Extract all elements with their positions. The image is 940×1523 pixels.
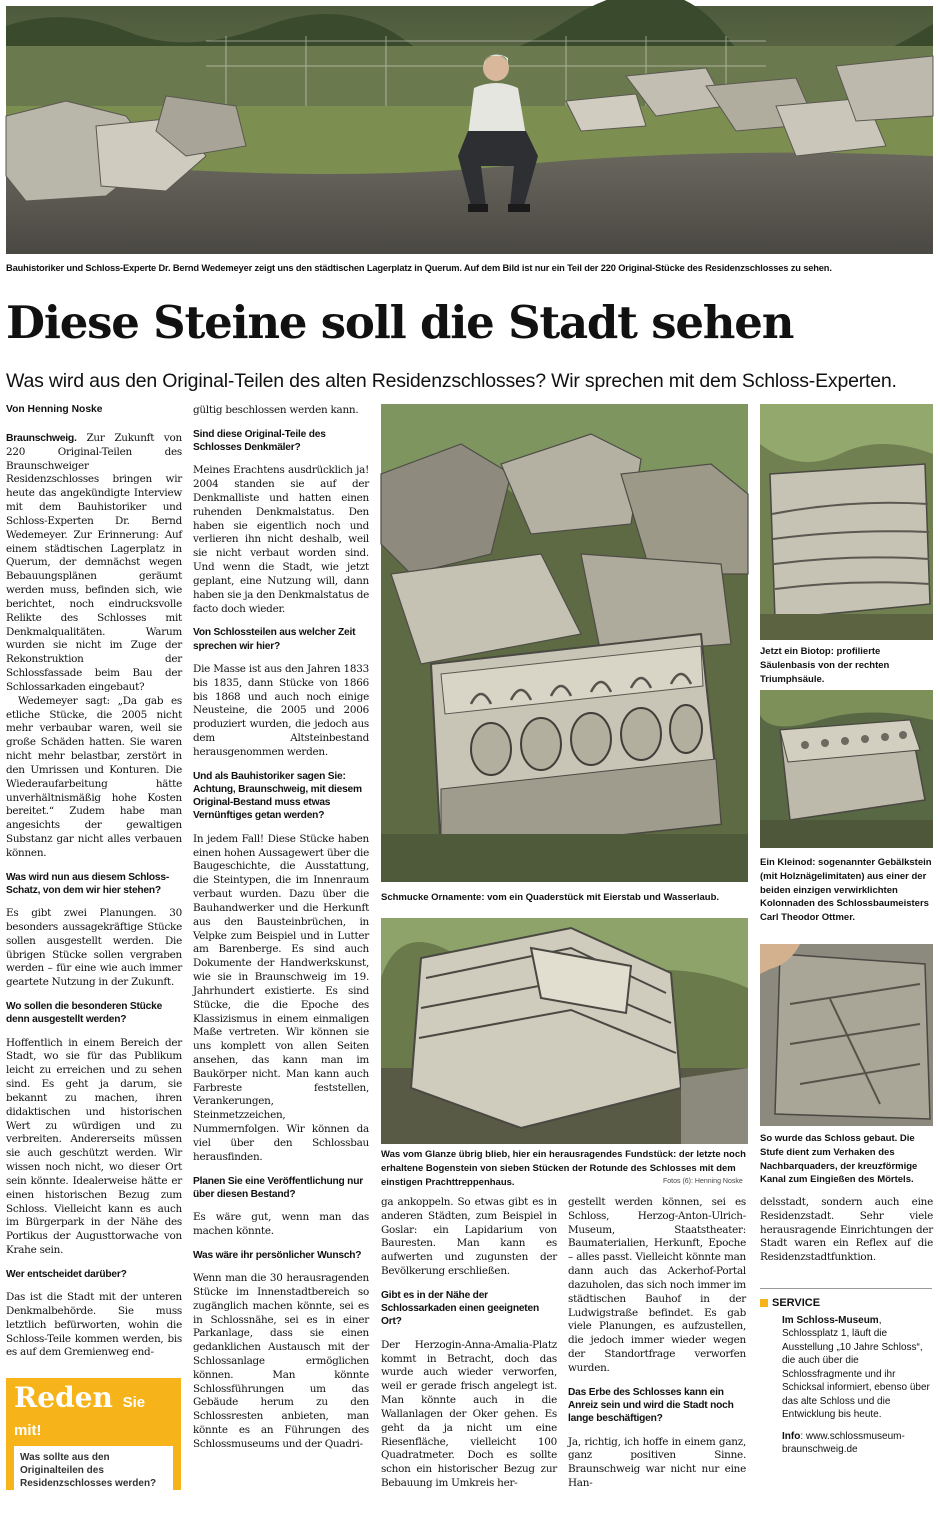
interview-question: Sind diese Original-Teile des Schlosses Denkmäler? xyxy=(193,428,326,454)
interview-question: Von Schlossteilen aus welcher Zeit sprechen wir hier? xyxy=(193,627,356,652)
paragraph: In jedem Fall! Diese Stücke haben einen hohen Aussagewert über die Baugeschichte, die Ausstattung, die Steintypen, die im Innenraum verbaut wurden. Dazu über die Bauhandwerker und die Herkunft aus den Bausteinbrüchen, in Velpke zum Beispiel und in Lutter am Barenberge. Es sind auch Dokumente der Handwerkskunst, wie sie in Braunschweig im 19. Jahrhundert existierte. Es sind Stücke, die die Epoche des Klassizismus in einem einmaligen Maße vertreten. Wir können sie uns komplett von allen Seiten ansehen, das kann man im Baukörper nicht. Man kann auch Farbreste feststellen, Verankerungen, Steinmetzzeichen, Nummernfolgen. Wir können da viel über den Schlossbau herausfinden. xyxy=(193,832,369,1163)
service-text: , Schlossplatz 1, läuft die Ausstellung „10 Jahre Schloss“, die auch über die Schlossfragmente und ihr Schicksal informiert, ebenso über das alte Schloss und die Entwicklung bis heute. xyxy=(782,1314,930,1421)
reden-title-main: Reden xyxy=(14,1381,113,1414)
service-info-link[interactable]: : www.schlossmuseum-braunschweig.de xyxy=(782,1430,905,1456)
paragraph: delsstadt, sondern auch eine Residenzstadt. Sehr viele herausragende Einrichtungen der Stadt waren ein Reflex auf die Residenzstadtfunktion. xyxy=(760,1196,933,1264)
reden-sie-mit-box xyxy=(6,1378,181,1523)
bogenstein-caption: Was vom Glanze übrig blieb, hier ein herausragendes Fundstück: der letzte noch erhaltene Bogenstein von sieben Stücken der Rotunde des Schlosses mit dem einstigen Prachttreppenhaus. xyxy=(381,1149,746,1188)
service-body xyxy=(760,1314,932,1457)
reden-url-link[interactable]: braunschweiger-zeitung.de xyxy=(14,1499,113,1523)
paragraph: gültig beschlossen werden kann. xyxy=(193,404,359,416)
gebaelkstein-photo xyxy=(760,690,933,848)
service-label: SERVICE xyxy=(772,1297,821,1309)
interview-question: Und als Bauhistoriker sagen Sie: Achtung, Braunschweig, mit diesem Original-Bestand muss etwas Vernünftiges getan werden? xyxy=(193,770,362,822)
subheadline: Was wird aus den Original-Teilen des alten Residenzschlosses? Wir sprechen mit dem Schloss-Experten. xyxy=(6,370,897,392)
paragraph: Das ist die Stadt mit der unteren Denkmalbehörde. Sie muss letztlich befürworten, wohin die Schloss-Teile kommen werden, bis es auf dem Gremienweg end- xyxy=(6,1291,182,1359)
service-info-label: Info xyxy=(782,1430,801,1442)
article-column-3 xyxy=(381,1196,557,1494)
photo-credit: Fotos (6): Henning Noske xyxy=(663,1178,743,1185)
dateline: Braunschweig. xyxy=(6,433,77,444)
interview-question: Was wird nun aus diesem Schloss-Schatz, von dem wir hier stehen? xyxy=(6,871,170,896)
interview-question: Gibt es in der Nähe der Schlossarkaden einen geeigneten Ort? xyxy=(381,1289,539,1328)
paragraph: Ja, richtig, ich hoffe in einem ganz, ganz positiven Sinne. Braunschweig war nicht nur eine Han- xyxy=(568,1435,746,1489)
quader-caption: So wurde das Schloss gebaut. Die Stufe dient zum Verhaken des Nachbarquaders, der kreuzförmige Kanal zum Eingießen des Mörtels. xyxy=(760,1133,918,1186)
reden-question: Was sollte aus den Originalteilen des Residenzschlosses werden? xyxy=(14,1446,173,1495)
interview-question: Planen Sie eine Veröffentlichung nur über diesen Bestand? xyxy=(193,1175,363,1200)
article-column-1 xyxy=(6,432,182,1372)
ornament-caption: Schmucke Ornamente: vom ein Quaderstück mit Eierstab und Wasserlaub. xyxy=(381,892,720,903)
ornament-photo xyxy=(381,404,748,882)
paragraph: Meines Erachtens ausdrücklich ja! 2004 standen sie auf der Denkmalliste und hatten einen ruhenden Denkmalstatus. Den haben sie eigentlich noch und verlieren ihn nicht deshalb, weil sie nicht verbaut worden sind. Und wenn die Stadt, wie jetzt geplant, eine Nutzung will, dann haben sie ja den Denkmalstatus de facto doch wieder. xyxy=(193,464,369,615)
article-column-5 xyxy=(760,1196,933,1286)
saeulenbasis-caption: Jetzt ein Biotop: profilierte Säulenbasis von der rechten Triumphsäule. xyxy=(760,646,890,685)
paragraph: Es wäre gut, wenn man das machen könnte. xyxy=(193,1211,369,1237)
headline: Diese Steine soll die Stadt sehen xyxy=(6,296,794,349)
saeulenbasis-photo xyxy=(760,404,933,640)
interview-question: Wer entscheidet darüber? xyxy=(6,1268,127,1280)
service-place: Im Schloss-Museum xyxy=(782,1314,879,1326)
article-column-2 xyxy=(193,404,369,1494)
service-header xyxy=(760,1296,932,1311)
quader-photo xyxy=(760,944,933,1126)
interview-question: Wo sollen die besonderen Stücke denn ausgestellt werden? xyxy=(6,1001,163,1026)
paragraph: ga ankoppeln. So etwas gibt es in anderen Städten, zum Beispiel in Goslar: ein Lapidarium von Bauresten. Man kann es aufwerten und zugunsten der Bevölkerung erschließen. xyxy=(381,1196,557,1278)
paragraph: gestellt werden können, sei es Schloss, Herzog-Anton-Ulrich-Museum, Staatstheater: Baumaterialien, Herkunft, Epoche – alles passt. Vielleicht könnte man dann auch das Ackerhof-Portal dazuholen, das sich noch immer im städtischen Bauhof in der Ludwigstraße befindet. Es gab viele Planungen, es aufzustellen, die jedoch immer wieder wegen der Standortfrage verworfen wurden. xyxy=(568,1196,746,1374)
top-photo-caption: Bauhistoriker und Schloss-Experte Dr. Bernd Wedemeyer zeigt uns den städtischen Lagerplatz in Querum. Auf dem Bild ist nur ein Teil der 220 Original-Stücke des Residenzschlosses zu sehen. xyxy=(6,263,832,273)
reden-title-suffix: Sie mit! xyxy=(14,1394,146,1439)
interview-question: Was wäre ihr persönlicher Wunsch? xyxy=(193,1249,362,1261)
top-photo xyxy=(6,6,933,254)
article-column-4 xyxy=(568,1196,746,1494)
paragraph: Es gibt zwei Planungen. 30 besonders aussagekräftige Stücke sollen ausgestellt werden. Die übrigen Stücke sollen vergraben werden – für eine wie auch immer geartete Nutzung in der Zukunft. xyxy=(6,907,182,989)
paragraph: Hoffentlich in einem Bereich der Stadt, wo sie für das Publikum leicht zu erreichen und zu sehen sind. Es geht ja darum, sie bekannt zu machen, ihren didaktischen und historischen Wert zu würdigen und zu verbreiten. Andererseits müssen sie auch geschützt werden. Wir wissen noch nicht, wo dieser Ort sein könnte. Idealerweise hätte er einen historischen Bezug zum Schloss. Vielleicht kann es auch im Bürgerpark in der Nähe des Portikus der Augusttorwache von Krahe sein. xyxy=(6,1036,182,1257)
service-square-icon xyxy=(760,1299,768,1307)
paragraph: Wenn man die 30 herausragenden Stücke im Innenstadtbereich so zugänglich machen könnte, sei es in Schlossnähe, sei es in einer Parkanlage, dass sie einen gedanklichen Austausch mit der Schlossanlage ermöglichen können. Man könnte Schlossführungen um das Gebäude herum zu den Schlossresten anbieten, man könnte es an Führungen des Schlossmuseums und der Quadri- xyxy=(193,1272,369,1450)
interview-question: Das Erbe des Schlosses kann ein Anreiz sein und wird die Stadt noch lange beschäftigen? xyxy=(568,1386,734,1425)
reden-title xyxy=(14,1381,173,1440)
service-box xyxy=(760,1288,932,1483)
byline: Von Henning Noske xyxy=(6,404,103,415)
paragraph: Die Masse ist aus den Jahren 1833 bis 1835, dann Stücke von 1866 bis 1868 und auch noch einige Neusteine, die 2005 und 2006 produziert wurden, die jedoch aus dem Altsteinbestand herausgenommen werden. xyxy=(193,662,369,758)
paragraph: Wedemeyer sagt: „Da gab es etliche Stücke, die 2005 nicht mehr verbaubar waren, weil sie große Schäden hatten. Sie waren nicht mehr belastbar, zerstört in den Umrissen und Konturen. Die Wiederaufarbeitung hätte unverhältnismäßig hohe Kosten bereitet.“ Zudem habe man angesichts der gewaltigen Substanz gar nicht alles verbauen können. xyxy=(6,694,182,859)
paragraph: Zur Zukunft von 220 Original-Teilen des Braunschweiger Residenzschlosses bringen wir heute das angekündigte Interview mit dem Bauhistoriker und Schloss-Experten Dr. Bernd Wedemeyer. Zur Erinnerung: Auf einem städtischen Lagerplatz in Querum, der demnächst wegen Bebauungsplänen geräumt werden muss, befinden sich, wie berichtet, noch eindrucksvolle Relikte des Schlosses mit Denkmalqualitäten. Warum wurden sie nicht im Zuge der Rekonstruktion der Schlossfassade beim Bau der Schlossarkaden eingebaut? xyxy=(6,432,182,693)
gebaelkstein-caption: Ein Kleinod: sogenannter Gebälkstein (mit Holznägelimitaten) aus einer der beiden einzigen verwirklichten Kolonnaden des Schlossbaumeisters Carl Theodor Ottmer. xyxy=(760,857,932,924)
paragraph: Der Herzogin-Anna-Amalia-Platz kommt in Betracht, doch das wurde auch wieder verworfen, weil er gerade frisch angelegt ist. Man könnte auch in die Wallanlagen der Oker gehen. Es geht da ja nicht um eine Riesenfläche, vielleicht 100 Quadratmeter. Doch es sollte schon ein historischer Bezug zur Bebauung im Umkreis her- xyxy=(381,1338,557,1489)
bogenstein-photo xyxy=(381,918,748,1144)
